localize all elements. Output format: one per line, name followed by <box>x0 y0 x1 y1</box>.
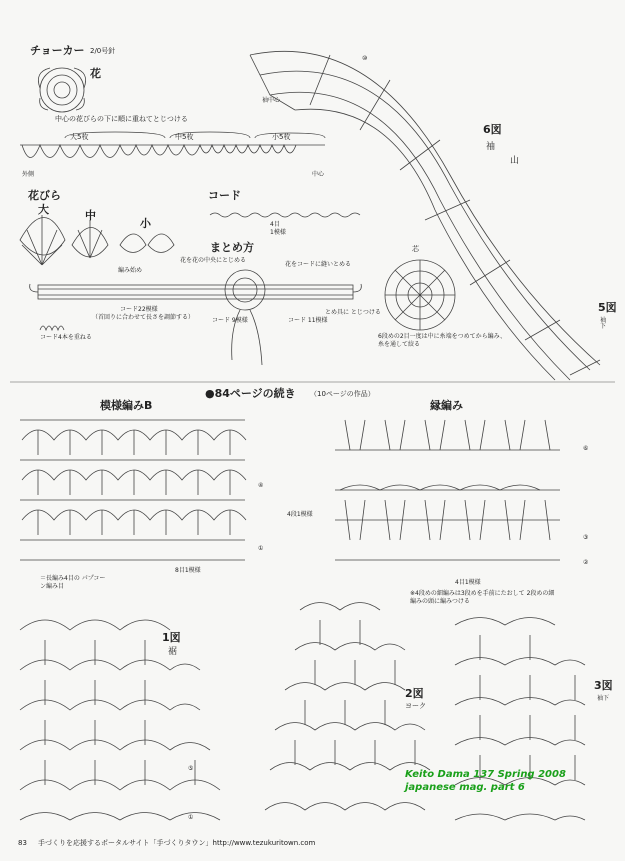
watermark-line2: japanese mag. part 6 <box>405 782 525 793</box>
cord-title: コード <box>208 189 241 202</box>
cord-stitch-count: 4目 <box>270 221 280 228</box>
watermark-line1: Keito Dama 137 Spring 2008 <box>405 769 566 780</box>
continuation-heading: ●84ページの続き <box>205 387 296 400</box>
choker-title: チョーカー <box>30 44 85 57</box>
row-number: ⑤ <box>188 765 194 772</box>
flower-label: 花 <box>90 67 101 80</box>
sleeve-center-label: 袖中心 <box>262 97 281 104</box>
fig5-sub-label: 袖下 <box>600 317 607 330</box>
petal-small-count: 小5枚 <box>272 133 291 141</box>
petal-center-label: 中心 <box>312 171 325 178</box>
petal-small-label: 小 <box>140 217 151 230</box>
core-label: 芯 <box>412 245 419 253</box>
adjust-note: （首回りに合わせて長さを調節する） <box>92 314 195 321</box>
cord-drawing <box>210 213 360 217</box>
cord-pattern-repeat: 1模様 <box>270 229 286 236</box>
fig2-label: 2図 <box>405 687 424 700</box>
row-number: ④ <box>258 482 264 489</box>
row-number: ③ <box>583 534 589 541</box>
edging-drawing <box>335 420 560 560</box>
continuation-sub: （10ページの作品） <box>310 390 375 398</box>
row-number: ⑥ <box>583 445 589 452</box>
pattern-b-drawing <box>20 420 246 560</box>
core-note: 6段めの2目一度は中に糸端をつめてから編み、糸を通して絞る <box>378 333 506 348</box>
core-drawing <box>385 260 455 330</box>
petal-outer-label: 外側 <box>22 171 35 178</box>
row-number: ① <box>258 545 264 552</box>
edging-repeat: 4目1模様 <box>455 579 481 586</box>
assembly-title: まとめ方 <box>210 241 254 254</box>
assembly-note-left: 花を花の中央にとじめる <box>180 257 247 264</box>
petal-large-label: 大 <box>38 203 49 216</box>
petal-start-label: 編み始め <box>118 267 143 274</box>
fig1-sub-label: 裾 <box>168 647 178 657</box>
sew-note: とめ具に とじつける <box>325 309 381 316</box>
assembly-note-right: 花をコードに縫いとめる <box>285 261 352 268</box>
join-note: コード4本を重ねる <box>40 334 92 341</box>
cord-9-label: コード 9模様 <box>212 317 248 324</box>
fig3-sub-label: 袖下 <box>597 695 610 702</box>
edging-note: ※4段めの細編みは3段めを手前にたおして 2段めの細編みの頭に編みつける <box>410 590 555 605</box>
petal-medium-label: 中 <box>85 209 96 222</box>
fig2-sub-label: ヨーク <box>405 702 426 710</box>
pattern-b-title: 模様編みB <box>100 399 153 412</box>
page-number: 83 <box>18 839 27 847</box>
flower-drawing <box>38 68 85 112</box>
fig1-label: 1図 <box>162 631 181 644</box>
fig3-label: 3図 <box>594 679 613 692</box>
flower-note: 中心の花びらの下に順に重ねてとじつける <box>55 115 188 123</box>
cord-22-label: コード22模様 <box>120 306 158 313</box>
sleeve-label-b: 山 <box>510 156 520 166</box>
footer-text: 手づくりを応援するポータルサイト「手づくりタウン」http://www.tezukuritown.com <box>38 839 316 847</box>
fig5-label: 5図 <box>598 301 617 314</box>
petal-large-count: 大5枚 <box>70 133 89 141</box>
petals-title: 花びら <box>28 189 61 202</box>
row-number: ⑩ <box>362 55 368 62</box>
petal-medium-count: 中5枚 <box>175 133 194 141</box>
fig1-drawing <box>20 620 220 820</box>
pattern-b-stitch-repeat: 8目1模様 <box>175 567 201 574</box>
choker-hook-size: 2/0号針 <box>90 47 116 55</box>
sleeve-cap-drawing <box>250 51 600 380</box>
pattern-b-row-repeat: 4段1模様 <box>287 511 313 518</box>
edging-title: 縁編み <box>430 399 463 412</box>
cord-11-label: コード 11模様 <box>288 317 328 324</box>
row-number: ② <box>583 559 589 566</box>
fig6-label: 6図 <box>483 123 502 136</box>
row-number: ① <box>188 814 194 821</box>
sleeve-label-a: 袖 <box>486 142 496 152</box>
pattern-b-legend: ＝長編み4目の パプコーン編み目 <box>40 575 106 590</box>
